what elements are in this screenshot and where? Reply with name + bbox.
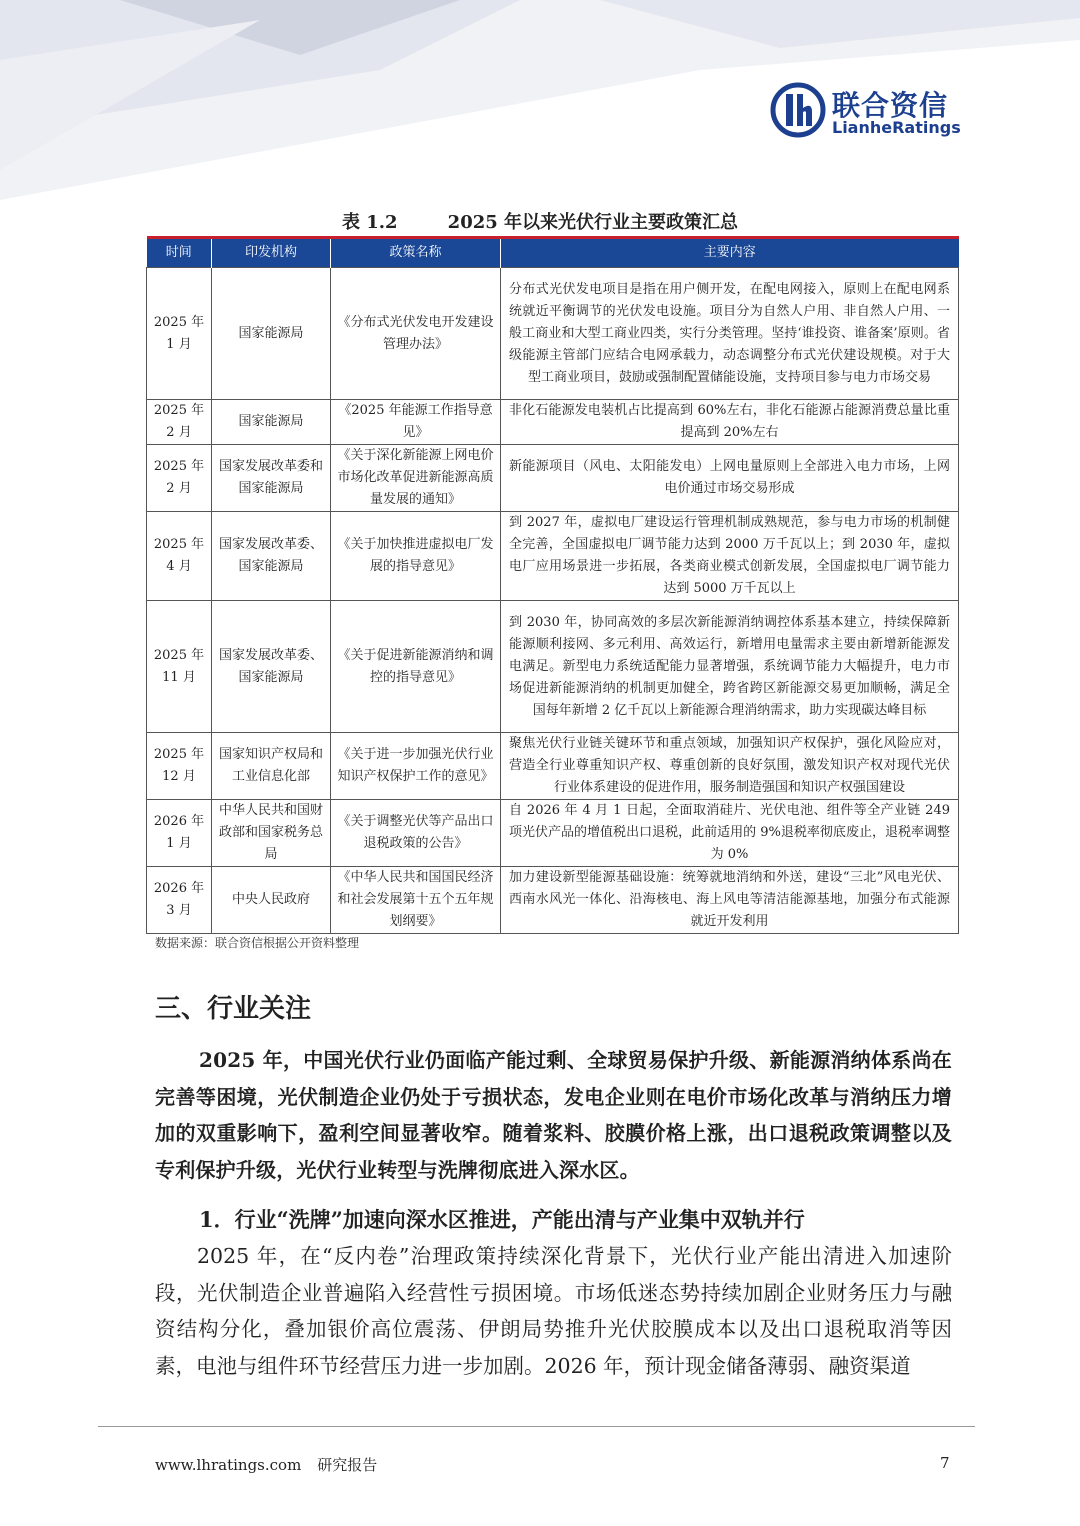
body-paragraph: 2025 年，在“反内卷”治理政策持续深化背景下，光伏行业产能出清进入加速阶段，光伏制造企业普遍陷入经营性亏损困境。市场低迷态势持续加剧企业财务压力与融资结构分化，叠加银价高位震荡、伊朗局势推升光伏胶膜成本以及出口退税取消等因素，电池与组件环节经营压力进一步加剧。2026 年，预计现金储备薄弱、融资渠道 [155,1244,952,1378]
table-row [147,867,959,934]
cell-issuer: 国家能源局 [212,400,331,445]
lianhe-ratings-logo [770,82,970,142]
cell-policy-name: 《关于加快推进虚拟电厂发展的指导意见》 [331,512,501,601]
cell-issuer: 国家知识产权局和工业信息化部 [212,733,331,800]
table-row [147,512,959,601]
cell-issuer: 国家发展改革委、国家能源局 [212,512,331,601]
column-header-main-content: 主要内容 [501,238,959,268]
column-header-policy-name: 政策名称 [331,238,501,268]
cell-main-content: 到 2030 年，协同高效的多层次新能源消纳调控体系基本建立，持续保障新能源顺利接网、多元利用、高效运行，新增用电量需求主要由新增新能源发电满足。新型电力系统适配能力显著增强，系统调节能力大幅提升，电力市场促进新能源消纳的机制更加健全，跨省跨区新能源交易更加顺畅，满足全国每年新增 2 亿千瓦以上新能源合理消纳需求，助力实现碳达峰目标 [501,601,959,733]
cell-policy-name: 《关于促进新能源消纳和调控的指导意见》 [331,601,501,733]
policy-table [146,236,959,934]
section-summary-paragraph: 2025 年，中国光伏行业仍面临产能过剩、全球贸易保护升级、新能源消纳体系尚在完善等困境，光伏制造企业仍处于亏损状态，发电企业则在电价市场化改革与消纳压力增加的双重影响下，盈利空间显著收窄。随着浆料、胶膜价格上涨，出口退税政策调整以及专利保护升级，光伏行业转型与洗牌彻底进入深水区。 [155,1048,952,1182]
footer-website-link[interactable]: www.lhratings.com [155,1456,302,1474]
cell-main-content: 新能源项目（风电、太阳能发电）上网电量原则上全部进入电力市场，上网电价通过市场交易形成 [501,445,959,512]
data-source-note: 数据来源：联合资信根据公开资料整理 [155,936,360,950]
table-row [147,400,959,445]
table-row [147,445,959,512]
cell-issuer: 国家发展改革委和国家能源局 [212,445,331,512]
cell-issuer: 中华人民共和国财政部和国家税务总局 [212,800,331,867]
cell-main-content: 分布式光伏发电项目是指在用户侧开发，在配电网接入，原则上在配电网系统就近平衡调节的光伏发电设施。项目分为自然人户用、非自然人户用、一般工商业和大型工商业四类，实行分类管理。坚持‘谁投资、谁备案’原则。省级能源主管部门应结合电网承载力，动态调整分布式光伏建设规模。对于大型工商业项目，鼓励或强制配置储能设施，支持项目参与电力市场交易 [501,268,959,400]
cell-policy-name: 《分布式光伏发电开发建设管理办法》 [331,268,501,400]
cell-time: 2026 年 1 月 [147,800,212,867]
table-header-row [147,238,959,268]
page-number: 7 [940,1454,950,1472]
cell-time: 2025 年 12 月 [147,733,212,800]
cell-time: 2026 年 3 月 [147,867,212,934]
table-row [147,268,959,400]
cell-time: 2025 年 2 月 [147,445,212,512]
column-header-time: 时间 [147,238,212,268]
table-caption: 表 1.2 2025 年以来光伏行业主要政策汇总 [341,212,739,233]
cell-issuer: 国家发展改革委、国家能源局 [212,601,331,733]
cell-time: 2025 年 1 月 [147,268,212,400]
cell-policy-name: 《2025 年能源工作指导意见》 [331,400,501,445]
logo-mark-icon [770,82,826,138]
subsection-heading: 1．行业“洗牌”加速向深水区推进，产能出清与产业集中双轨并行 [199,1207,805,1232]
table-row [147,800,959,867]
cell-policy-name: 《关于深化新能源上网电价市场化改革促进新能源高质量发展的通知》 [331,445,501,512]
cell-issuer: 中央人民政府 [212,867,331,934]
footer-report-label: 研究报告 [317,1456,378,1474]
cell-issuer: 国家能源局 [212,268,331,400]
footer [155,1454,393,1475]
cell-policy-name: 《关于调整光伏等产品出口退税政策的公告》 [331,800,501,867]
cell-time: 2025 年 11 月 [147,601,212,733]
column-header-issuer: 印发机构 [212,238,331,268]
cell-main-content: 聚焦光伏行业链关键环节和重点领域，加强知识产权保护，强化风险应对，营造全行业尊重知识产权、尊重创新的良好氛围，激发知识产权对现代光伏行业体系建设的促进作用，服务制造强国和知识产权强国建设 [501,733,959,800]
logo-english-name: LianheRatings [832,118,961,137]
cell-main-content: 到 2027 年，虚拟电厂建设运行管理机制成熟规范，参与电力市场的机制健全完善，全国虚拟电厂调节能力达到 2000 万千瓦以上；到 2030 年，虚拟电厂应用场景进一步拓展，各类商业模式创新发展，全国虚拟电厂调节能力达到 5000 万千瓦以上 [501,512,959,601]
table-row [147,601,959,733]
cell-time: 2025 年 2 月 [147,400,212,445]
footer-divider [98,1426,975,1427]
cell-policy-name: 《中华人民共和国国民经济和社会发展第十五个五年规划纲要》 [331,867,501,934]
cell-main-content: 非化石能源发电装机占比提高到 60%左右，非化石能源占能源消费总量比重提高到 20%左右 [501,400,959,445]
cell-time: 2025 年 4 月 [147,512,212,601]
table-row [147,733,959,800]
cell-main-content: 自 2026 年 4 月 1 日起，全面取消硅片、光伏电池、组件等全产业链 249 项光伏产品的增值税出口退税，此前适用的 9%退税率彻底废止，退税率调整为 0% [501,800,959,867]
section-heading: 三、行业关注 [155,994,312,1024]
cell-policy-name: 《关于进一步加强光伏行业知识产权保护工作的意见》 [331,733,501,800]
cell-main-content: 加力建设新型能源基础设施：统筹就地消纳和外送，建设“三北”风电光伏、西南水风光一体化、沿海核电、海上风电等清洁能源基地，加强分布式能源就近开发利用 [501,867,959,934]
logo-chinese-name: 联合资信 [832,89,949,122]
